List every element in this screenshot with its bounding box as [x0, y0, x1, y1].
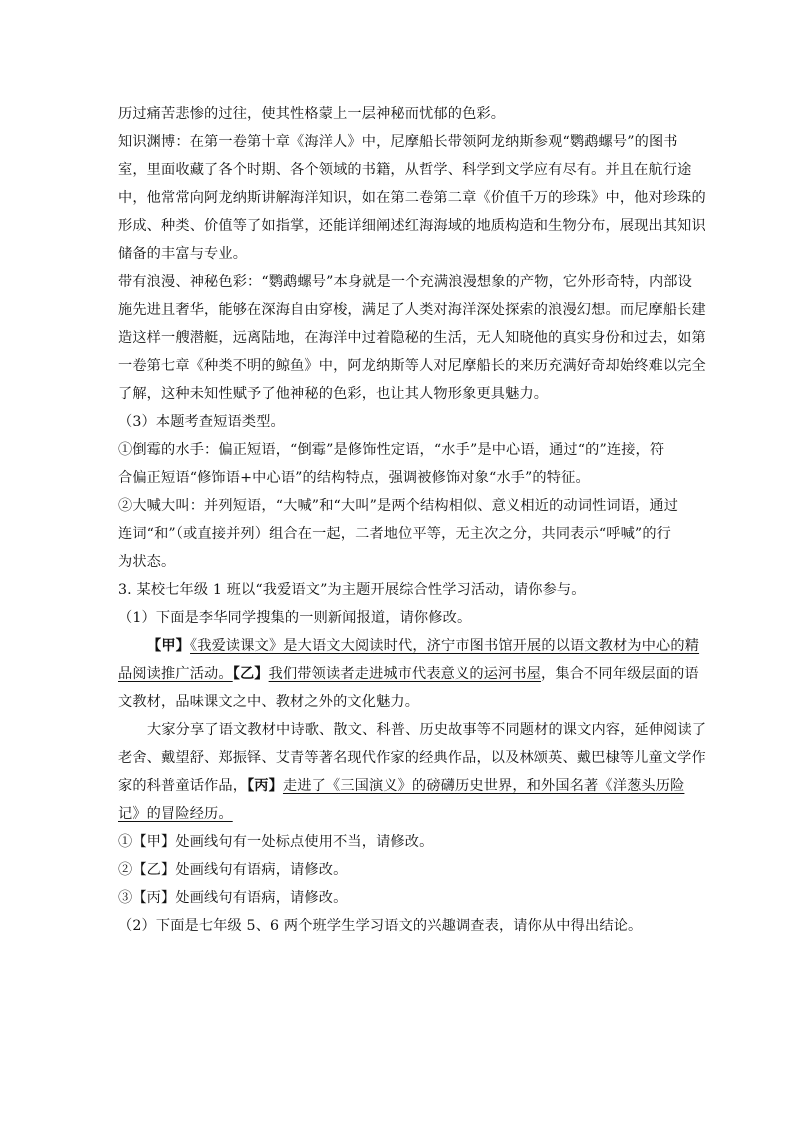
news-line	[118, 772, 698, 800]
underlined-sentence-jia: 《我爱读课文》是大语文大阅读时代，济宁市图书馆开展的以语文教材为中心的精	[190, 638, 700, 654]
text-line	[118, 352, 706, 380]
sub-question	[118, 828, 698, 856]
text-run: ②【乙】处画线句有语病，请修改。	[118, 862, 348, 878]
news-line	[118, 688, 698, 716]
text-line	[118, 268, 698, 296]
text-run: 造这样一艘潜艇，远离陆地，在海洋中过着隐秘的生活，无人知晓他的真实身份和过去，如第	[118, 330, 706, 346]
text-run: ①【甲】处画线句有一处标点使用不当，请修改。	[118, 834, 434, 850]
marker-bing: 【丙】	[247, 778, 283, 794]
text-line	[118, 296, 706, 324]
text-run: 历过痛苦悲惨的过往，使其性格蒙上一层神秘而忧郁的色彩。	[118, 106, 506, 122]
text-line	[118, 324, 706, 352]
text-run: 连词“和”（或直接并列）组合在一起，二者地位平等，无主次之分，共同表示“呼喊”的行	[118, 526, 672, 542]
text-line	[118, 464, 698, 492]
marker-jia: 【甲】	[147, 638, 191, 654]
text-line	[118, 156, 698, 184]
underlined-sentence-yi: 我们带领读者走进城市代表意义的运河书屋	[268, 666, 542, 682]
news-line	[118, 800, 698, 828]
news-line	[118, 744, 706, 772]
text-run: （3）本题考查短语类型。	[118, 414, 285, 430]
news-line	[118, 716, 707, 744]
text-run: 文教材，品味课文之中、教材之外的文化魅力。	[118, 694, 420, 710]
text-line	[118, 436, 698, 464]
text-run: ③【丙】处画线句有语病，请修改。	[118, 890, 348, 906]
underlined-sentence-jia: 品阅读推广活动。	[118, 666, 233, 682]
news-line	[118, 660, 698, 688]
text-run: 知识渊博：在第一卷第十章《海洋人》中，尼摩船长带领阿龙纳斯参观“鹦鹉螺号”的图书	[118, 134, 678, 150]
text-line	[118, 240, 698, 268]
sub-question	[118, 856, 698, 884]
text-run: 形成、种类、价值等了如指掌，还能详细阐述红海海域的地质构造和生物分布，展现出其知识	[118, 218, 706, 234]
underlined-sentence-bing: 记》的冒险经历。	[118, 806, 233, 822]
text-line	[118, 408, 698, 436]
text-run: 了解，这种未知性赋予了他神秘的色彩，也让其人物形象更具魅力。	[118, 386, 549, 402]
text-run: ①倒霉的水手：偏正短语，“倒霉”是修饰性定语，“水手”是中心语，通过“的”连接，符	[118, 442, 665, 458]
text-run: 带有浪漫、神秘色彩：“鹦鹉螺号”本身就是一个充满浪漫想象的产物，它外形奇特，内部设	[118, 274, 692, 290]
text-line	[118, 548, 698, 576]
text-run: 家的科普童话作品，	[118, 778, 248, 794]
text-run: （2）下面是七年级 5、6 两个班学生学习语文的兴趣调查表，请你从中得出结论。	[118, 918, 643, 934]
sub-question	[118, 912, 698, 940]
text-run: 3. 某校七年级 1 班以“我爱语文”为主题开展综合性学习活动，请你参与。	[118, 582, 586, 598]
text-line	[118, 100, 698, 128]
news-line	[118, 632, 698, 660]
text-run: 老舍、戴望舒、郑振铎、艾青等著名现代作家的经典作品，以及林颂英、戴巴棣等儿童文学作	[118, 750, 706, 766]
text-run: 施先进且奢华，能够在深海自由穿梭，满足了人类对海洋深处探索的浪漫幻想。而尼摩船长建	[118, 302, 706, 318]
text-line	[118, 492, 698, 520]
text-line	[118, 520, 698, 548]
text-line	[118, 184, 706, 212]
text-run: 中，他常常向阿龙纳斯讲解海洋知识，如在第二卷第二章《价值千万的珍珠》中，他对珍珠的	[118, 190, 706, 206]
text-line	[118, 128, 698, 156]
text-run: （1）下面是李华同学搜集的一则新闻报道，请你修改。	[118, 610, 472, 626]
text-run: 合偏正短语“修饰语+中心语”的结构特点，强调被修饰对象“水手”的特征。	[118, 470, 590, 486]
text-line	[118, 212, 706, 240]
text-run: ，集合不同年级层面的语	[541, 666, 699, 682]
text-run: 为状态。	[118, 554, 176, 570]
underlined-sentence-bing: 走进了《三国演义》的磅礴历史世界，和外国名著《洋葱头历险	[282, 778, 685, 794]
document-page	[118, 100, 707, 940]
text-line	[118, 380, 698, 408]
text-run: 大家分享了语文教材中诗歌、散文、科普、历史故事等不同题材的课文内容，延伸阅读了	[147, 722, 707, 738]
question-heading	[118, 576, 698, 604]
sub-question	[118, 884, 698, 912]
text-run: 一卷第七章《种类不明的鲸鱼》中，阿龙纳斯等人对尼摩船长的来历充满好奇却始终难以完全	[118, 358, 706, 374]
text-run: 室，里面收藏了各个时期、各个领域的书籍，从哲学、科学到文学应有尽有。并且在航行途	[118, 162, 692, 178]
text-line	[118, 604, 698, 632]
text-run: 储备的丰富与专业。	[118, 246, 248, 262]
marker-yi: 【乙】	[232, 666, 269, 682]
text-run: ②大喊大叫：并列短语，“大喊”和“大叫”是两个结构相似、意义相近的动词性词语，通过	[118, 498, 679, 514]
